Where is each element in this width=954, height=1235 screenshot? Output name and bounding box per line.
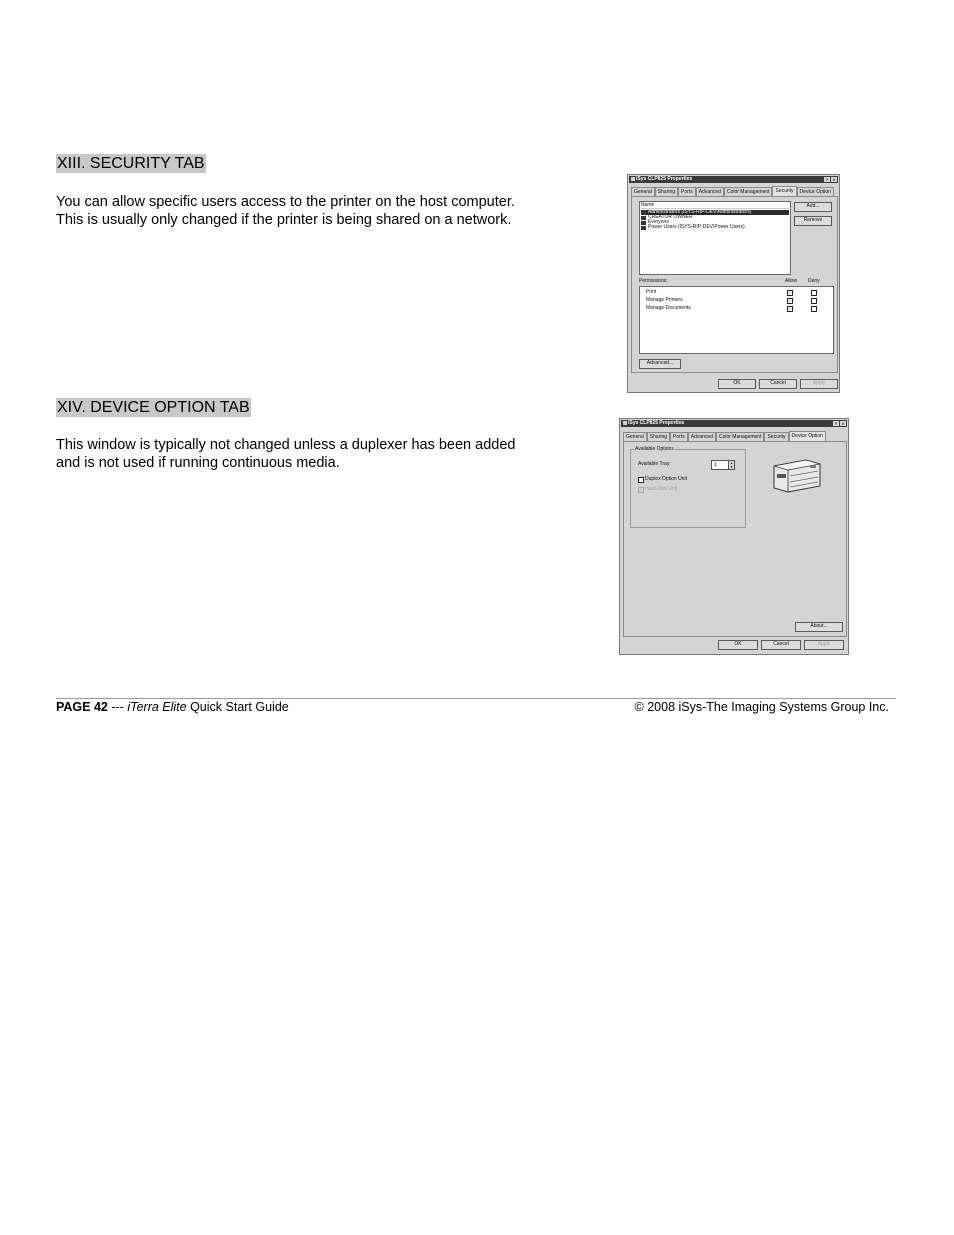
dialog-titlebar xyxy=(629,176,838,183)
deny-checkbox[interactable] xyxy=(811,298,817,304)
list-item[interactable]: Power Users (ISYS-RIP-DEV\Power Users) xyxy=(641,225,789,230)
allow-checkbox[interactable]: ✓ xyxy=(788,306,792,311)
tab-general[interactable]: General xyxy=(623,432,647,441)
tray-value: 1 xyxy=(714,462,717,468)
tray-label: Available Tray: xyxy=(638,461,671,467)
ok-button[interactable]: OK xyxy=(718,640,758,650)
list-item[interactable]: Administrators (ISYS-RIP-DEV\Administrators) xyxy=(641,210,789,215)
tab-sharing[interactable]: Sharing xyxy=(647,432,670,441)
footer-rule xyxy=(56,698,896,699)
deny-header: Deny xyxy=(808,278,820,284)
tab-device-option[interactable]: Device Option xyxy=(789,431,826,441)
ok-button[interactable]: OK xyxy=(718,379,756,389)
tab-color-management[interactable]: Color Management xyxy=(724,187,773,196)
security-dialog-screenshot xyxy=(627,174,840,393)
users-icon xyxy=(641,216,646,220)
deny-checkbox[interactable] xyxy=(811,290,817,296)
tab-color-management[interactable]: Color Management xyxy=(716,432,765,441)
apply-button[interactable]: Apply xyxy=(804,640,844,650)
tab-advanced[interactable]: Advanced xyxy=(688,432,716,441)
tab-ports[interactable]: Ports xyxy=(670,432,688,441)
users-icon xyxy=(641,221,646,225)
tray-spinner[interactable] xyxy=(711,460,735,470)
section-body-security xyxy=(56,193,576,229)
remove-button[interactable]: Remove xyxy=(794,216,832,226)
page-number: PAGE 42 xyxy=(56,700,108,714)
section-heading-security: XIII. SECURITY TAB xyxy=(57,155,205,172)
cancel-button[interactable]: Cancel xyxy=(759,379,797,389)
add-button[interactable]: Add... xyxy=(794,202,832,212)
printer-icon xyxy=(623,421,627,425)
deny-checkbox[interactable] xyxy=(811,306,817,312)
dialog-titlebar xyxy=(621,420,847,427)
dialog-title: iSys CLP825 Properties xyxy=(628,420,685,426)
tab-strip xyxy=(623,432,845,441)
close-button[interactable]: × xyxy=(832,177,836,182)
user-list[interactable] xyxy=(639,201,791,275)
section-heading-device-option: XIV. DEVICE OPTION TAB xyxy=(57,399,250,416)
duplex-checkbox[interactable] xyxy=(638,477,644,483)
tab-device-option[interactable]: Device Option xyxy=(797,187,834,196)
name-column-header: Name xyxy=(641,203,789,209)
product-name: iTerra Elite xyxy=(127,700,187,714)
spinner-arrows-icon[interactable]: ▲ ▼ xyxy=(730,461,733,469)
device-option-tab-panel xyxy=(623,441,847,637)
dialog-title: iSys CLP825 Properties xyxy=(636,176,693,182)
body-line: You can allow specific users access to the printer on the host computer. xyxy=(56,194,515,210)
allow-checkbox[interactable]: ✓ xyxy=(788,298,792,303)
cancel-button[interactable]: Cancel xyxy=(761,640,801,650)
help-button[interactable]: ? xyxy=(834,421,838,426)
permission-manage-printers: Manage Printers xyxy=(646,297,683,303)
allow-header: Allow xyxy=(785,278,797,284)
tab-security[interactable]: Security xyxy=(764,432,788,441)
body-line: This window is typically not changed unless a duplexer has been added xyxy=(56,437,516,453)
footer-separator: --- xyxy=(107,700,128,714)
permissions-list xyxy=(639,286,834,354)
permission-manage-documents: Manage Documents xyxy=(646,305,691,311)
hdd-label: Hard Disk Unit xyxy=(645,486,678,492)
list-item[interactable]: Everyone xyxy=(641,220,789,225)
tab-general[interactable]: General xyxy=(631,187,655,196)
about-button[interactable]: About... xyxy=(795,622,843,632)
guide-name: Quick Start Guide xyxy=(186,700,289,714)
tab-sharing[interactable]: Sharing xyxy=(655,187,678,196)
hdd-checkbox[interactable] xyxy=(638,487,644,493)
help-button[interactable]: ? xyxy=(825,177,829,182)
footer-copyright: © 2008 iSys-The Imaging Systems Group Inc. xyxy=(634,700,889,714)
tab-ports[interactable]: Ports xyxy=(678,187,696,196)
permissions-label: Permissions: xyxy=(639,278,668,284)
available-options-group xyxy=(630,446,746,528)
body-line: This is usually only changed if the printer is being shared on a network. xyxy=(56,212,512,228)
printer-icon xyxy=(631,177,635,181)
users-icon xyxy=(641,226,646,230)
duplex-label: Duplex Option Unit xyxy=(645,476,687,482)
apply-button[interactable]: Apply xyxy=(800,379,838,389)
device-option-dialog-screenshot xyxy=(619,418,849,655)
allow-checkbox[interactable]: ✓ xyxy=(788,290,792,295)
section-body-device-option xyxy=(56,436,576,472)
printer-image xyxy=(770,452,822,496)
footer-page-info xyxy=(56,700,289,714)
body-line: and is not used if running continuous media. xyxy=(56,455,340,471)
tab-security[interactable]: Security xyxy=(772,186,796,196)
security-tab-panel xyxy=(631,196,838,373)
close-button[interactable]: × xyxy=(841,421,845,426)
list-item[interactable]: CREATOR OWNER xyxy=(641,215,789,220)
users-icon xyxy=(641,211,646,215)
tab-advanced[interactable]: Advanced xyxy=(696,187,724,196)
group-title: Available Options xyxy=(635,446,674,452)
tab-strip xyxy=(631,187,836,196)
advanced-button[interactable]: Advanced... xyxy=(639,359,681,369)
permission-print: Print xyxy=(646,289,657,295)
